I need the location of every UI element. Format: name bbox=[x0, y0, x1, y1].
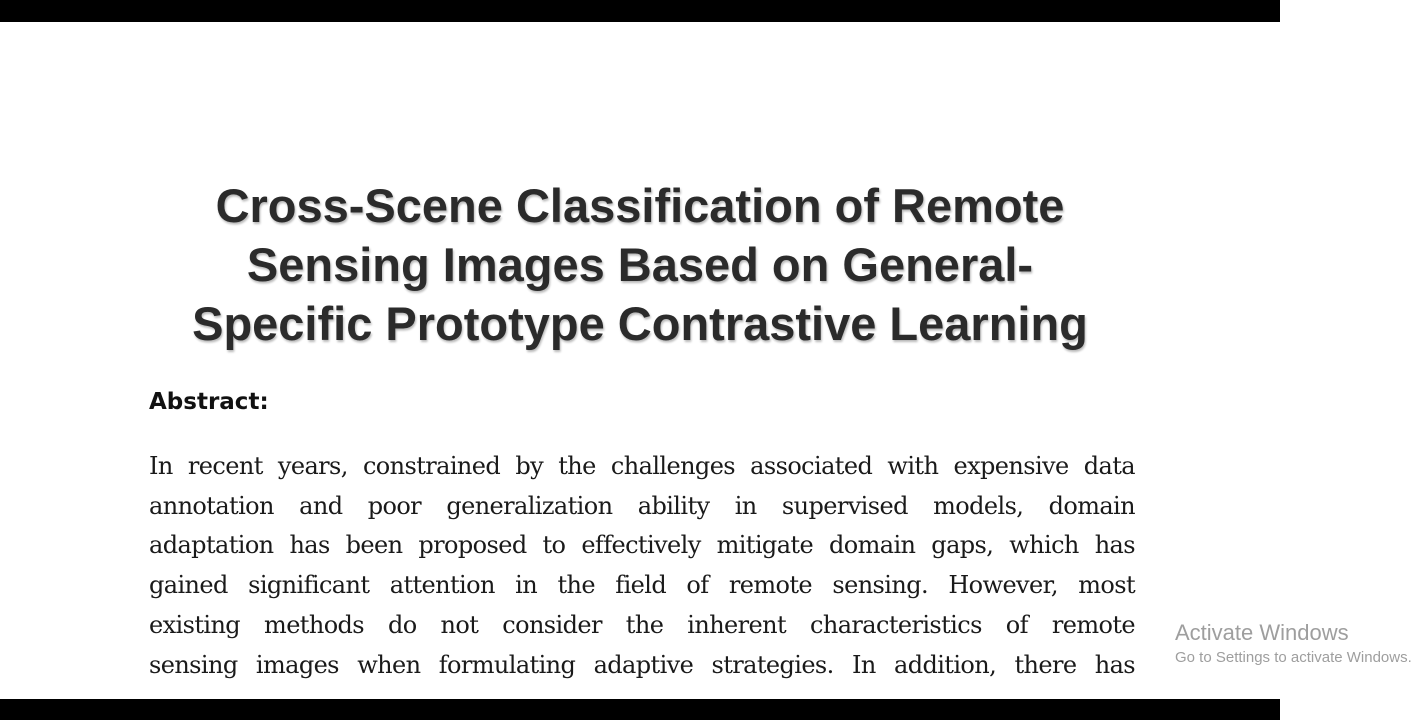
abstract-line: gained significant attention in the field of remote sensing. However, most bbox=[149, 571, 1135, 600]
abstract-heading: Abstract: bbox=[149, 389, 269, 415]
abstract-text bbox=[149, 447, 1135, 685]
letterbox-top-bar bbox=[0, 0, 1280, 22]
watermark-title: Activate Windows bbox=[1175, 620, 1349, 645]
abstract-line: annotation and poor generalization ability in supervised models, domain bbox=[149, 491, 1135, 520]
abstract-line: adaptation has been proposed to effectively mitigate domain gaps, which has bbox=[149, 531, 1135, 560]
title-line: Sensing Images Based on General- bbox=[246, 238, 1034, 291]
watermark-subtitle: Go to Settings to activate Windows. bbox=[1175, 649, 1412, 666]
title-line: Cross-Scene Classification of Remote bbox=[215, 179, 1065, 232]
title-line: Specific Prototype Contrastive Learning bbox=[192, 297, 1088, 350]
abstract-line: existing methods do not consider the inherent characteristics of remote bbox=[149, 610, 1135, 639]
abstract-line: In recent years, constrained by the challenges associated with expensive data bbox=[149, 452, 1135, 480]
abstract-line: sensing images when formulating adaptive strategies. In addition, there has bbox=[149, 650, 1135, 679]
letterbox-bottom-bar bbox=[0, 699, 1280, 720]
activate-windows-watermark bbox=[1175, 619, 1412, 669]
paper-title bbox=[140, 176, 1140, 353]
